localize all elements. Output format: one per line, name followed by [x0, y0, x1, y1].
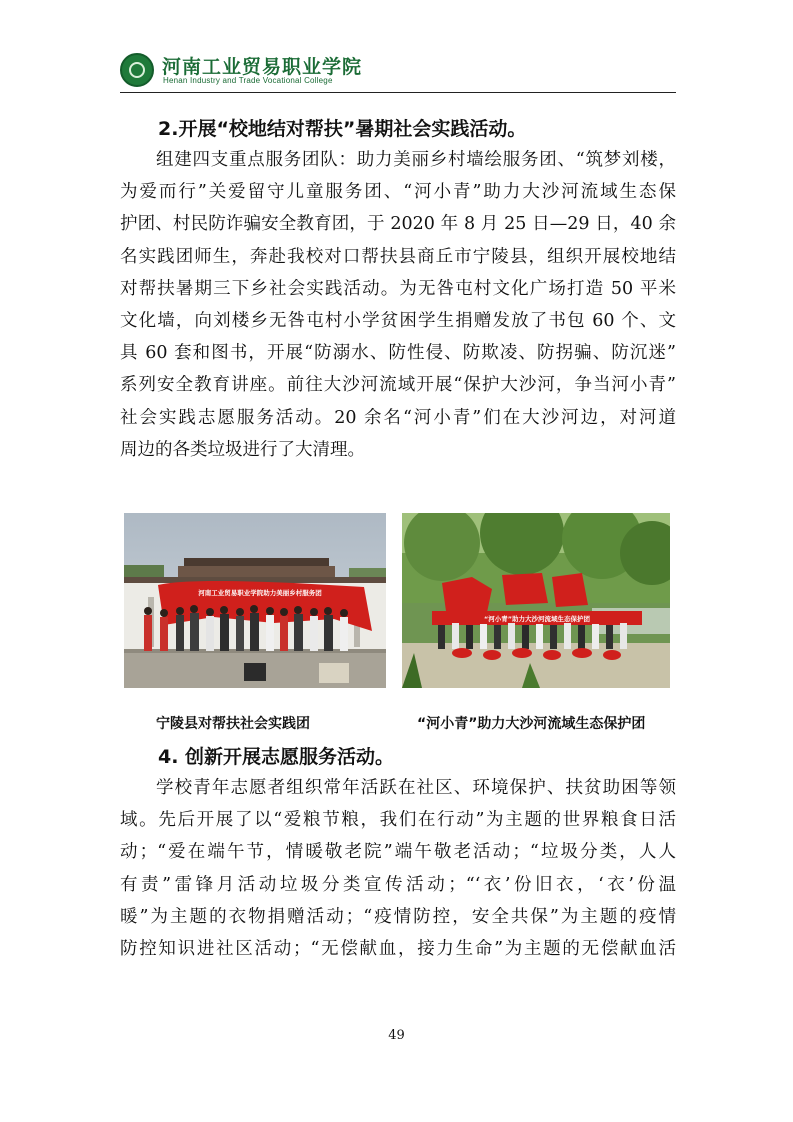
right-photo-caption: “河小青”助力大沙河流域生态保护团 — [417, 716, 646, 732]
paragraph-line: 学校青年志愿者组织常年活跃在社区、环境保护、扶贫助困等领 — [156, 778, 676, 798]
photo-river-team — [402, 513, 670, 688]
section-4-heading: 4. 创新开展志愿服务活动。 — [158, 746, 395, 768]
section-4-paragraph — [120, 772, 676, 965]
college-logo-icon — [120, 53, 154, 87]
page-header — [120, 50, 676, 92]
paragraph-line: 具 60 套和图书，开展“防溺水、防性侵、防欺凌、防拐骗、防沉迷” — [120, 343, 676, 364]
school-name-en: Henan Industry and Trade Vocational College — [163, 76, 333, 85]
paragraph-line: 名实践团师生，奔赴我校对口帮扶县商丘市宁陵县，组织开展校地结 — [120, 246, 676, 267]
paragraph-line: 域。先后开展了以“爱粮节粮，我们在行动”为主题的世界粮食日活 — [120, 810, 676, 831]
paragraph-line: 社会实践志愿服务活动。20 余名“河小青”们在大沙河边，对河道 — [120, 407, 676, 428]
header-divider — [120, 92, 676, 93]
page-number: 49 — [388, 1028, 405, 1043]
photo-river-team-image — [402, 513, 670, 688]
right-banner-text: “河小青”助力大沙河流域生态保护团 — [483, 615, 591, 623]
paragraph-line: 文化墙，向刘楼乡无咎屯村小学贫困学生捐赠发放了书包 60 个、文 — [120, 311, 676, 332]
paragraph-line: 周边的各类垃圾进行了大清理。 — [120, 439, 365, 460]
paragraph-line: 有责”雷锋月活动垃圾分类宣传活动；“‘衣’份旧衣，‘衣’份温 — [120, 874, 676, 895]
school-name-cn: 河南工业贸易职业学院 — [162, 56, 363, 78]
photo-service-team-image — [124, 513, 386, 688]
section-2-paragraph — [120, 144, 676, 466]
paragraph-line: 为爱而行”关爱留守儿童服务团、“河小青”助力大沙河流域生态保 — [120, 182, 676, 203]
paragraph-line: 对帮扶暑期三下乡社会实践活动。为无咎屯村文化广场打造 50 平米 — [120, 278, 676, 299]
paragraph-line: 系列安全教育讲座。前往大沙河流域开展“保护大沙河，争当河小青” — [120, 375, 676, 396]
paragraph-line: 动；“爱在端午节，情暖敬老院”端午敬老活动；“垃圾分类，人人 — [120, 842, 676, 863]
paragraph-line: 暖”为主题的衣物捐赠活动；“疫情防控，安全共保”为主题的疫情 — [120, 906, 676, 927]
paragraph-line: 护团、村民防诈骗安全教育团，于 2020 年 8 月 25 日—29 日，40 余 — [120, 214, 676, 235]
left-photo-caption: 宁陵县对帮扶社会实践团 — [156, 716, 310, 732]
left-banner-text: 河南工业贸易职业学院助力美丽乡村服务团 — [198, 589, 322, 597]
section-2-heading: 2.开展“校地结对帮扶”暑期社会实践活动。 — [158, 118, 527, 140]
paragraph-line: 防控知识进社区活动；“无偿献血，接力生命”为主题的无偿献血活 — [120, 939, 676, 960]
paragraph-line: 组建四支重点服务团队：助力美丽乡村墙绘服务团、“筑梦刘楼， — [156, 150, 676, 170]
photo-service-team — [124, 513, 386, 688]
